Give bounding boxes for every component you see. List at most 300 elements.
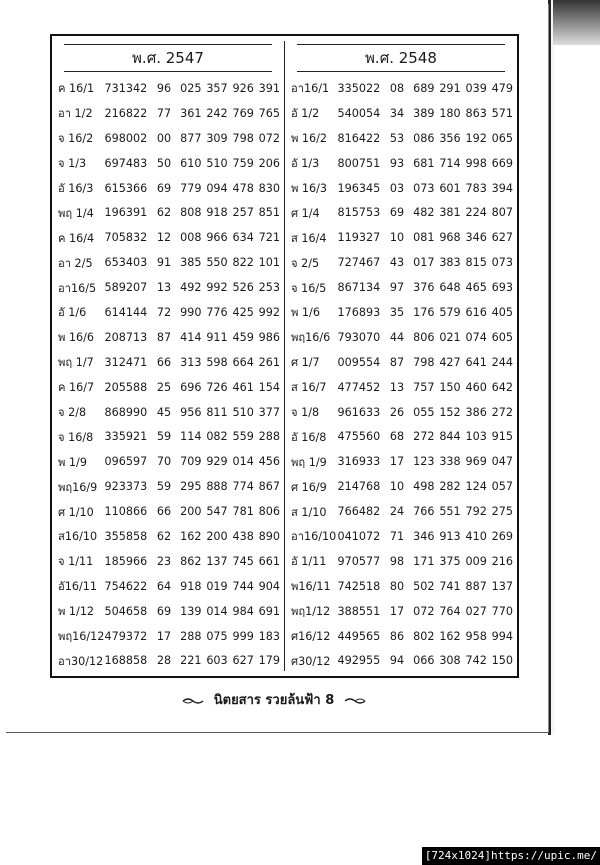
three-digit-prize: 482 [413,206,435,220]
first-prize: 335022 [337,81,381,95]
first-prize: 335921 [104,430,148,444]
two-digit-prize: 43 [389,256,405,270]
first-prize: 449565 [337,629,381,643]
result-row [291,549,513,574]
three-digit-prize: 918 [206,206,228,220]
three-digit-prize: 427 [439,355,461,369]
three-digit-prize: 551 [439,505,461,519]
image-host-watermark: [724x1024]https://upic.me/ [422,847,600,865]
draw-date: อั 1/3 [291,157,320,171]
result-row [291,648,513,673]
three-digit-prize: 357 [206,81,228,95]
three-digit-prize: 242 [206,106,228,120]
result-row [291,151,513,176]
draw-date: อั 16/8 [291,430,327,444]
first-prize: 961633 [337,405,381,419]
two-digit-prize: 35 [389,305,405,319]
three-digit-prize: 385 [180,256,202,270]
draw-date: พ 1/9 [58,455,87,469]
three-digit-prize: 994 [491,629,514,643]
two-digit-prize: 97 [389,281,405,295]
three-digit-prize: 021 [439,330,461,344]
result-row [291,325,513,350]
three-digit-prize: 039 [465,81,487,95]
three-digit-prize: 282 [439,480,461,494]
result-row [58,648,280,673]
result-row [291,474,513,499]
first-prize: 208713 [104,330,148,344]
three-digit-prize: 689 [413,81,435,95]
result-row [58,449,280,474]
three-digit-prize: 139 [180,604,202,618]
three-digit-prize: 179 [258,654,281,668]
three-digit-prize: 376 [413,281,435,295]
three-digit-prize: 047 [491,455,514,469]
two-digit-prize: 25 [156,380,172,394]
two-digit-prize: 62 [156,529,172,543]
result-row [291,424,513,449]
three-digit-prize: 072 [413,604,435,618]
three-digit-prize: 559 [232,430,254,444]
three-digit-prize: 798 [413,355,435,369]
draw-date: อา16/1 [291,82,330,96]
three-digit-prize: 634 [232,231,254,245]
two-digit-prize: 91 [156,256,172,270]
three-digit-prize: 616 [465,305,487,319]
first-prize: 793070 [337,330,381,344]
three-digit-prize: 137 [491,579,514,593]
three-digit-prize: 123 [413,455,435,469]
draw-date: ส16/10 [58,530,98,544]
draw-date: พ 16/3 [291,182,328,195]
three-digit-prize: 272 [491,405,514,419]
three-digit-prize: 338 [439,455,461,469]
three-digit-prize: 019 [206,579,228,593]
three-digit-prize: 288 [180,629,202,643]
three-digit-prize: 461 [232,380,254,394]
three-digit-prize: 027 [465,604,487,618]
three-digit-prize: 275 [491,505,514,519]
three-digit-prize: 642 [491,380,514,394]
result-row [58,499,280,524]
result-row [291,499,513,524]
two-digit-prize: 66 [156,355,172,369]
result-row [291,624,513,649]
draw-date: พฤ 1/4 [58,206,94,220]
two-digit-prize: 98 [389,554,405,568]
draw-date: อั 1/11 [291,555,327,569]
three-digit-prize: 055 [413,405,435,419]
column-2548 [285,36,517,676]
draw-date: ศ 1/4 [291,206,320,220]
draw-date: จ 16/2 [58,132,94,146]
result-row [58,200,280,225]
three-digit-prize: 774 [232,480,254,494]
result-row [58,101,280,126]
draw-date: อา16/10 [291,530,337,544]
result-row [58,350,280,375]
three-digit-prize: 152 [439,405,461,419]
three-digit-prize: 998 [465,156,487,170]
three-digit-prize: 969 [465,455,487,469]
result-row [58,574,280,599]
two-digit-prize: 10 [389,480,405,494]
three-digit-prize: 075 [206,629,228,643]
result-row [58,176,280,201]
result-row [58,300,280,325]
two-digit-prize: 28 [156,654,172,668]
three-digit-prize: 877 [180,131,202,145]
three-digit-prize: 601 [439,181,461,195]
three-digit-prize: 550 [206,256,228,270]
three-digit-prize: 381 [439,206,461,220]
three-digit-prize: 904 [258,579,281,593]
result-row [58,76,280,101]
draw-date: อั16/11 [58,580,97,594]
right-ornament-icon [344,697,366,705]
draw-date: จ 1/11 [58,555,94,569]
three-digit-prize: 627 [232,654,254,668]
two-digit-prize: 45 [156,405,172,419]
two-digit-prize: 00 [156,131,172,145]
draw-date: พ 16/2 [291,132,328,146]
three-digit-prize: 309 [206,131,228,145]
two-digit-prize: 70 [156,455,172,469]
first-prize: 479372 [104,629,148,643]
three-digit-prize: 603 [206,654,228,668]
results-table-frame [50,34,519,678]
result-row [291,126,513,151]
first-prize: 216822 [104,106,148,120]
first-prize: 185966 [104,554,148,568]
three-digit-prize: 253 [258,281,281,295]
first-prize: 923373 [104,480,148,494]
three-digit-prize: 779 [180,181,202,195]
three-digit-prize: 693 [491,281,514,295]
three-digit-prize: 958 [465,629,487,643]
three-digit-prize: 479 [491,81,514,95]
result-row [58,424,280,449]
three-digit-prize: 769 [232,106,254,120]
three-digit-prize: 176 [413,305,435,319]
three-digit-prize: 915 [491,430,514,444]
three-digit-prize: 956 [180,405,202,419]
result-row [58,400,280,425]
result-row [291,250,513,275]
first-prize: 615366 [104,181,148,195]
draw-date: จ 1/3 [58,157,87,171]
three-digit-prize: 183 [258,629,281,643]
two-digit-prize: 59 [156,480,172,494]
draw-date: อั 1/2 [291,107,320,121]
three-digit-prize: 261 [258,355,281,369]
three-digit-prize: 830 [258,181,281,195]
three-digit-prize: 269 [491,529,514,543]
draw-date: ศ 16/9 [291,480,327,494]
three-digit-prize: 890 [258,529,281,543]
first-prize: 504658 [104,604,148,618]
three-digit-prize: 162 [439,629,461,643]
three-digit-prize: 288 [258,430,281,444]
three-digit-prize: 438 [232,529,254,543]
draw-date: ศ 1/10 [58,505,94,519]
draw-date: พ16/11 [291,580,331,594]
first-prize: 009554 [337,355,381,369]
two-digit-prize: 68 [389,430,405,444]
first-prize: 176893 [337,305,381,319]
three-digit-prize: 150 [491,654,514,668]
two-digit-prize: 69 [389,206,405,220]
three-digit-prize: 526 [232,281,254,295]
two-digit-prize: 17 [156,629,172,643]
three-digit-prize: 781 [232,505,254,519]
first-prize: 742518 [337,579,381,593]
three-digit-prize: 154 [258,380,281,394]
two-digit-prize: 13 [156,281,172,295]
three-digit-prize: 714 [439,156,461,170]
result-row [58,524,280,549]
first-prize: 477452 [337,380,381,394]
two-digit-prize: 72 [156,305,172,319]
three-digit-prize: 074 [465,330,487,344]
draw-date: อา30/12 [58,654,104,668]
draw-date: จ 16/8 [58,430,94,444]
three-digit-prize: 391 [258,81,281,95]
three-digit-prize: 992 [206,281,228,295]
three-digit-prize: 990 [180,305,202,319]
two-digit-prize: 50 [156,156,172,170]
result-row [291,350,513,375]
three-digit-prize: 498 [413,480,435,494]
three-digit-prize: 887 [465,579,487,593]
three-digit-prize: 808 [180,206,202,220]
three-digit-prize: 073 [491,256,514,270]
three-digit-prize: 863 [465,106,487,120]
first-prize: 312471 [104,355,148,369]
draw-date: ส 1/10 [291,505,327,519]
three-digit-prize: 627 [491,231,514,245]
three-digit-prize: 094 [206,181,228,195]
two-digit-prize: 77 [156,106,172,120]
three-digit-prize: 802 [413,629,435,643]
three-digit-prize: 757 [413,380,435,394]
first-prize: 388551 [337,604,381,618]
three-digit-prize: 726 [206,380,228,394]
three-digit-prize: 792 [465,505,487,519]
column-title-2548: พ.ศ. 2548 [297,44,505,72]
column-2547 [52,36,284,676]
three-digit-prize: 200 [180,505,202,519]
first-prize: 540054 [337,106,381,120]
two-digit-prize: 62 [156,206,172,220]
three-digit-prize: 389 [413,106,435,120]
first-prize: 589207 [104,281,148,295]
three-digit-prize: 605 [491,330,514,344]
first-prize: 475560 [337,430,381,444]
three-digit-prize: 081 [413,231,435,245]
three-digit-prize: 759 [232,156,254,170]
three-digit-prize: 765 [258,106,281,120]
three-digit-prize: 101 [258,256,281,270]
three-digit-prize: 929 [206,455,228,469]
result-row [291,76,513,101]
three-digit-prize: 709 [180,455,202,469]
result-row [58,549,280,574]
three-digit-prize: 008 [180,231,202,245]
result-row [291,200,513,225]
three-digit-prize: 610 [180,156,202,170]
two-digit-prize: 86 [389,629,405,643]
two-digit-prize: 13 [389,380,405,394]
three-digit-prize: 224 [465,206,487,220]
result-row [58,474,280,499]
two-digit-prize: 66 [156,505,172,519]
three-digit-prize: 410 [465,529,487,543]
three-digit-prize: 346 [413,529,435,543]
two-digit-prize: 94 [389,654,405,668]
result-row [291,400,513,425]
three-digit-prize: 966 [206,231,228,245]
three-digit-prize: 815 [465,256,487,270]
result-row [291,176,513,201]
draw-date: พฤ 1/7 [58,356,94,370]
first-prize: 698002 [104,131,148,145]
first-prize: 705832 [104,231,148,245]
three-digit-prize: 073 [413,181,435,195]
three-digit-prize: 811 [206,405,228,419]
two-digit-prize: 12 [156,231,172,245]
two-digit-prize: 44 [389,330,405,344]
draw-date: พฤ1/12 [291,605,331,619]
two-digit-prize: 69 [156,181,172,195]
result-row [291,375,513,400]
result-row [58,599,280,624]
three-digit-prize: 741 [439,579,461,593]
draw-date: ศ30/12 [291,654,331,668]
two-digit-prize: 71 [389,529,405,543]
draw-date: จ 2/5 [291,256,320,270]
three-digit-prize: 867 [258,480,281,494]
three-digit-prize: 776 [206,305,228,319]
three-digit-prize: 017 [413,256,435,270]
scanner-shadow [553,0,600,45]
draw-date: อา 1/2 [58,107,93,121]
three-digit-prize: 377 [258,405,281,419]
first-prize: 754622 [104,579,148,593]
three-digit-prize: 766 [413,505,435,519]
three-digit-prize: 783 [465,181,487,195]
three-digit-prize: 216 [491,554,514,568]
two-digit-prize: 26 [389,405,405,419]
result-row [291,524,513,549]
three-digit-prize: 547 [206,505,228,519]
result-row [291,449,513,474]
first-prize: 800751 [337,156,381,170]
first-prize: 731342 [104,81,148,95]
result-row [58,250,280,275]
three-digit-prize: 807 [491,206,514,220]
first-prize: 096597 [104,455,148,469]
three-digit-prize: 992 [258,305,281,319]
three-digit-prize: 137 [206,554,228,568]
result-row [291,574,513,599]
first-prize: 205588 [104,380,148,394]
three-digit-prize: 691 [258,604,281,618]
three-digit-prize: 745 [232,554,254,568]
two-digit-prize: 08 [389,81,405,95]
first-prize: 119327 [337,231,381,245]
rows-2547 [58,76,280,673]
left-ornament-icon [182,697,204,705]
first-prize: 214768 [337,480,381,494]
three-digit-prize: 721 [258,231,281,245]
draw-date: อั 1/6 [58,306,87,320]
first-prize: 196391 [104,206,148,220]
draw-date: พฤ16/6 [291,331,331,345]
result-row [58,151,280,176]
three-digit-prize: 844 [439,430,461,444]
draw-date: ศ16/12 [291,630,331,644]
first-prize: 492955 [337,654,381,668]
first-prize: 766482 [337,505,381,519]
result-row [58,624,280,649]
three-digit-prize: 510 [232,405,254,419]
three-digit-prize: 082 [206,430,228,444]
three-digit-prize: 014 [232,455,254,469]
three-digit-prize: 313 [180,355,202,369]
three-digit-prize: 744 [232,579,254,593]
three-digit-prize: 414 [180,330,202,344]
result-row [58,126,280,151]
page-footer [0,689,548,710]
draw-date: ส 16/7 [291,381,327,395]
three-digit-prize: 361 [180,106,202,120]
three-digit-prize: 200 [206,529,228,543]
three-digit-prize: 661 [258,554,281,568]
two-digit-prize: 53 [389,131,405,145]
column-title-2547: พ.ศ. 2547 [64,44,272,72]
two-digit-prize: 59 [156,430,172,444]
magazine-name: นิตยสาร รวยล้นฟ้า 8 [213,693,335,708]
first-prize: 727467 [337,256,381,270]
three-digit-prize: 066 [413,654,435,668]
three-digit-prize: 478 [232,181,254,195]
three-digit-prize: 072 [258,131,281,145]
draw-date: พ 1/12 [58,605,95,619]
three-digit-prize: 171 [413,554,435,568]
three-digit-prize: 806 [413,330,435,344]
three-digit-prize: 822 [232,256,254,270]
three-digit-prize: 291 [439,81,461,95]
three-digit-prize: 025 [180,81,202,95]
three-digit-prize: 579 [439,305,461,319]
three-digit-prize: 806 [258,505,281,519]
three-digit-prize: 405 [491,305,514,319]
two-digit-prize: 93 [389,156,405,170]
three-digit-prize: 124 [465,480,487,494]
first-prize: 867134 [337,281,381,295]
three-digit-prize: 968 [439,231,461,245]
two-digit-prize: 64 [156,579,172,593]
first-prize: 697483 [104,156,148,170]
draw-date: จ 16/5 [291,281,327,295]
three-digit-prize: 383 [439,256,461,270]
result-row [291,225,513,250]
three-digit-prize: 681 [413,156,435,170]
two-digit-prize: 17 [389,604,405,618]
three-digit-prize: 009 [465,554,487,568]
three-digit-prize: 641 [465,355,487,369]
